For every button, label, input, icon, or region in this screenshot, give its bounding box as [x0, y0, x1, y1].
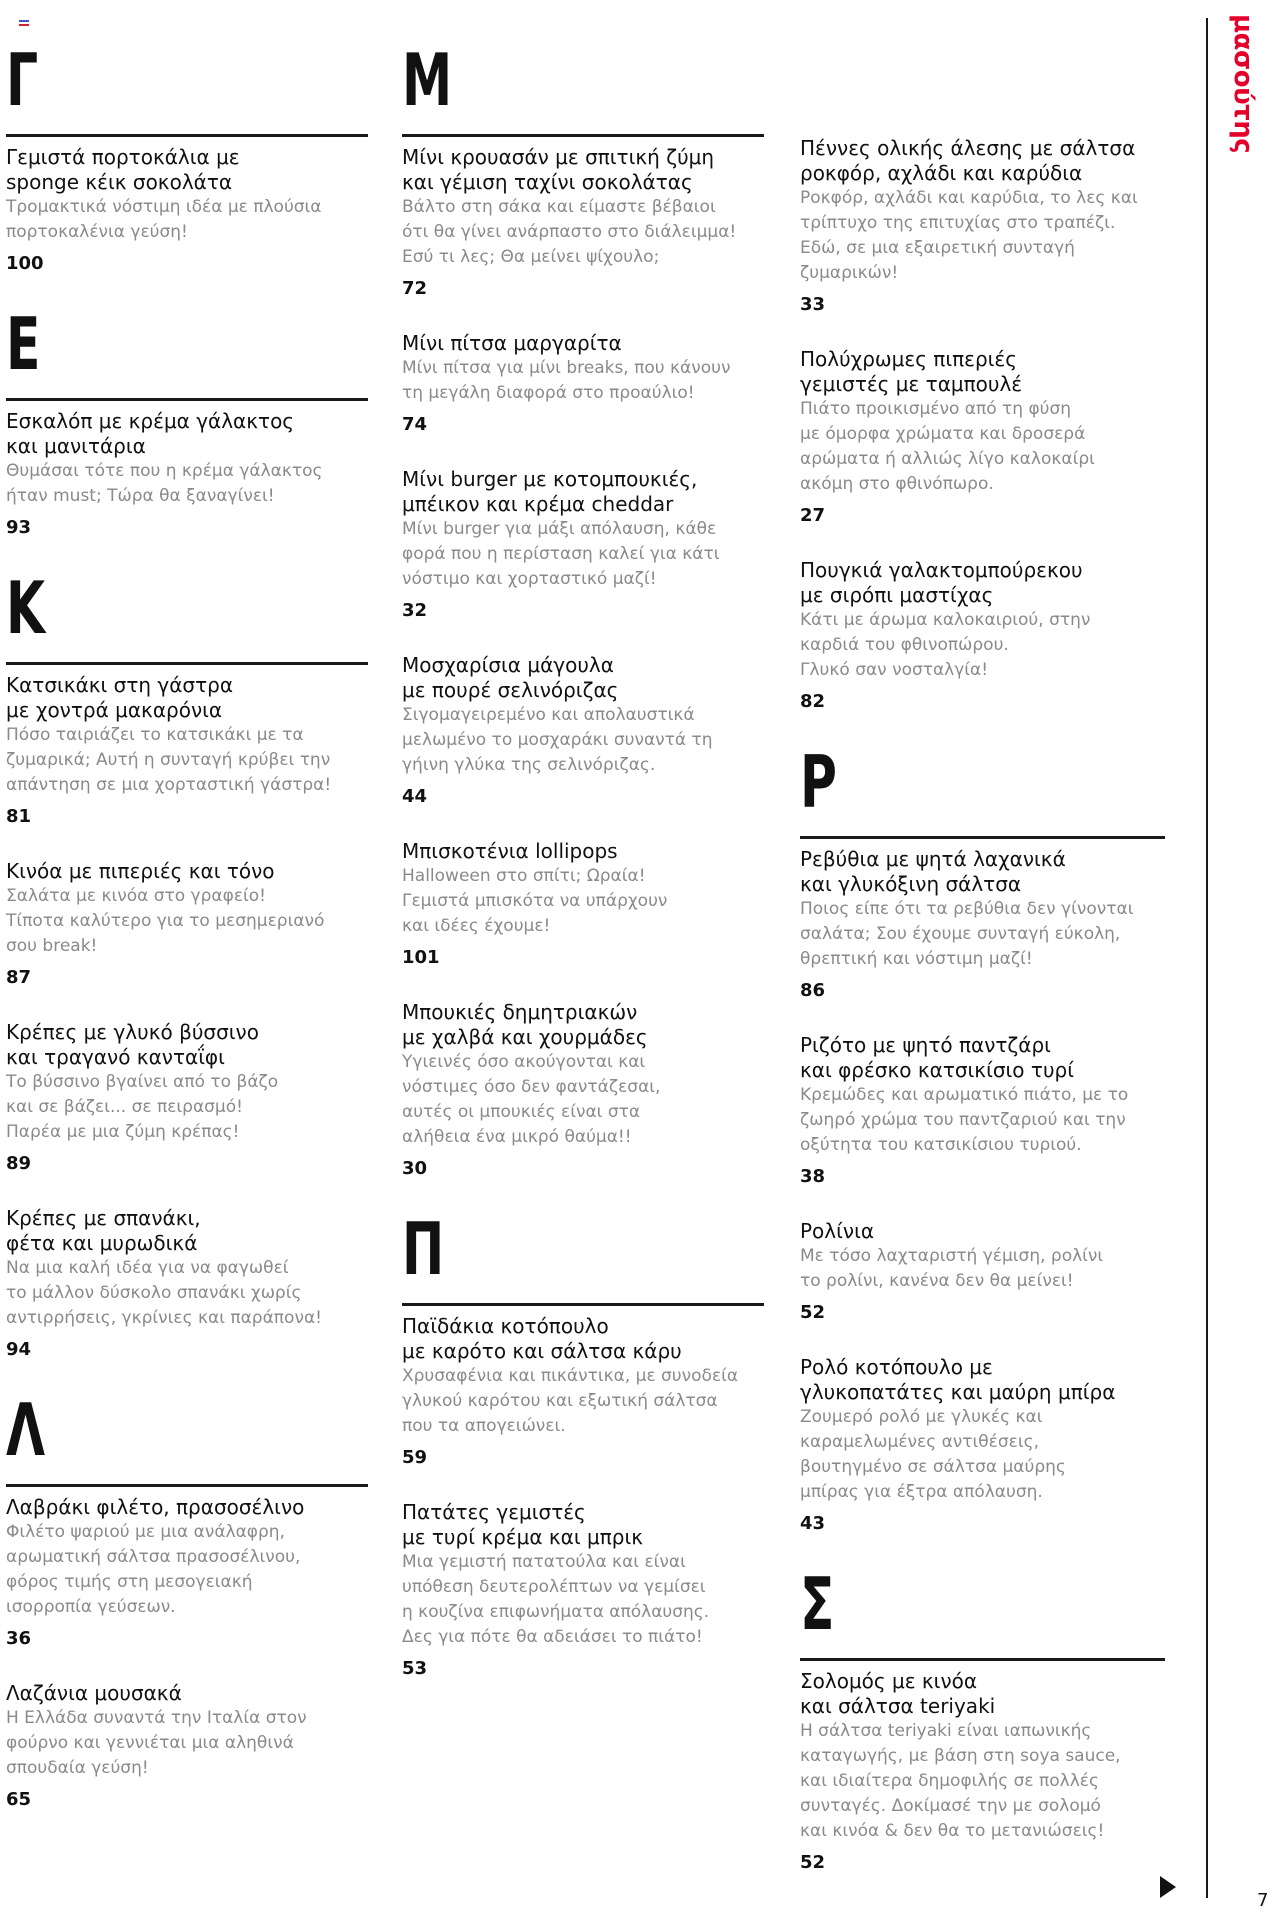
- recipe-title: Λαβράκι φιλέτο, πρασοσέλινο: [6, 1495, 305, 1519]
- flag-icon: [19, 20, 29, 26]
- section-letter: Κ: [6, 566, 43, 650]
- recipe-title: Λαζάνια μουσακά: [6, 1681, 182, 1705]
- recipe-title: Σολομός με κινόα και σάλτσα teriyaki: [800, 1669, 996, 1718]
- recipe-description: Φιλέτο ψαριού με μια ανάλαφρη, αρωματική σάλτσα πρασοσέλινου, φόρος τιμής στη μεσογειακή ισορροπία γεύσεων.: [6, 1522, 301, 1617]
- recipe-entry[interactable]: [6, 145, 368, 276]
- recipe-title: Μίνι πίτσα μαργαρίτα: [402, 331, 622, 355]
- recipe-title: Πουγκιά γαλακτομπούρεκου με σιρόπι μαστίχας: [800, 558, 1083, 607]
- index-section: [6, 302, 368, 540]
- recipe-description: Μίνι πίτσα για μίνι breaks, που κάνουν τη μεγάλη διαφορά στο προαύλιο!: [402, 358, 731, 403]
- recipe-title: Παϊδάκια κοτόπουλο με καρότο και σάλτσα κάρυ: [402, 1314, 682, 1363]
- recipe-description: Να μια καλή ιδέα για να φαγωθεί το μάλλον δύσκολο σπανάκι χωρίς αντιρρήσεις, γκρίνιες και παράπονα!: [6, 1258, 322, 1328]
- recipe-title: Ρεβύθια με ψητά λαχανικά και γλυκόξινη σάλτσα: [800, 847, 1066, 896]
- recipe-entry[interactable]: [800, 1033, 1165, 1189]
- recipe-description: Μια γεμιστή πατατούλα και είναι υπόθεση δευτερολέπτων να γεμίσει η κουζίνα επιφωνήματα απόλαυσης. Δες για πότε θα αδειάσει το πιάτο!: [402, 1552, 710, 1647]
- letter-heading-block: [6, 566, 368, 665]
- recipe-description: Το βύσσινο βγαίνει από το βάζο και σε βάζει... σε πειρασμό! Παρέα με μια ζύμη κρέπας!: [6, 1072, 279, 1142]
- recipe-entry[interactable]: [402, 839, 764, 970]
- recipe-entry[interactable]: [800, 1669, 1165, 1875]
- recipe-page-number: 53: [402, 1658, 428, 1679]
- recipe-entry[interactable]: [402, 1314, 764, 1470]
- index-section: [402, 38, 764, 1181]
- section-rule: [6, 134, 368, 137]
- recipe-entry[interactable]: [800, 558, 1165, 714]
- recipe-title: Ριζότο με ψητό παντζάρι και φρέσκο κατσικίσιο τυρί: [800, 1033, 1074, 1082]
- recipe-page-number: 44: [402, 786, 428, 807]
- recipe-title: Πατάτες γεμιστές με τυρί κρέμα και μπρικ: [402, 1500, 643, 1549]
- letter-heading-block: [402, 38, 764, 137]
- recipe-title: Πολύχρωμες πιπεριές γεμιστές με ταμπουλέ: [800, 347, 1023, 396]
- recipe-title: Ρολό κοτόπουλο με γλυκοπατάτες και μαύρη μπίρα: [800, 1355, 1116, 1404]
- index-section: [800, 740, 1165, 1536]
- recipe-title: Εσκαλόπ με κρέμα γάλακτος και μανιτάρια: [6, 409, 295, 458]
- recipe-title: Μοσχαρίσια μάγουλα με πουρέ σελινόριζας: [402, 653, 619, 702]
- recipe-title: Ρολίνια: [800, 1219, 875, 1243]
- recipe-entry[interactable]: [800, 347, 1165, 528]
- letter-heading-block: [6, 38, 368, 137]
- recipe-page-number: 82: [800, 691, 826, 712]
- recipe-entry[interactable]: [800, 1219, 1165, 1325]
- recipe-page-number: 38: [800, 1166, 826, 1187]
- recipe-title: Πέννες ολικής άλεσης με σάλτσα ροκφόρ, αχλάδι και καρύδια: [800, 136, 1136, 185]
- section-letter: Ρ: [800, 740, 835, 824]
- recipe-entry[interactable]: [402, 1500, 764, 1681]
- index-column-1: [6, 28, 368, 1842]
- recipe-title: Μίνι burger με κοτομπουκιές, μπέικον και κρέμα cheddar: [402, 467, 698, 516]
- recipe-page-number: 81: [6, 806, 32, 827]
- recipe-page-number: 87: [6, 967, 32, 988]
- recipe-title: Κρέπες με σπανάκι, φέτα και μυρωδικά: [6, 1206, 201, 1255]
- section-rule: [402, 134, 764, 137]
- recipe-description: Κάτι με άρωμα καλοκαιριού, στην καρδιά του φθινοπώρου. Γλυκό σαν νοσταλγία!: [800, 610, 1091, 680]
- recipe-entry[interactable]: [402, 145, 764, 301]
- section-letter: Λ: [6, 1388, 43, 1472]
- index-section: [6, 566, 368, 1362]
- recipe-title: Κινόα με πιπεριές και τόνο: [6, 859, 275, 883]
- section-letter: Γ: [6, 38, 37, 122]
- recipe-entry[interactable]: [6, 859, 368, 990]
- recipe-page-number: 32: [402, 600, 428, 621]
- index-section: [6, 1388, 368, 1812]
- recipe-entry[interactable]: [800, 847, 1165, 1003]
- index-section: [800, 1562, 1165, 1875]
- recipe-description: Θυμάσαι τότε που η κρέμα γάλακτος ήταν must; Τώρα θα ξαναγίνει!: [6, 461, 323, 506]
- index-section: [800, 136, 1165, 714]
- recipe-page-number: 27: [800, 505, 826, 526]
- recipe-description: Πόσο ταιριάζει το κατσικάκι με τα ζυμαρικά; Αυτή η συνταγή κρύβει την απάντηση σε μια χορταστική γάστρα!: [6, 725, 332, 795]
- recipe-page-number: 101: [402, 947, 440, 968]
- recipe-entry[interactable]: [800, 1355, 1165, 1536]
- section-rule: [6, 1484, 368, 1487]
- recipe-description: Τρομακτικά νόστιμη ιδέα με πλούσια πορτοκαλένια γεύση!: [6, 197, 322, 242]
- recipe-description: Σαλάτα με κινόα στο γραφείο! Τίποτα καλύτερο για το μεσημεριανό σου break!: [6, 886, 325, 956]
- recipe-page-number: 93: [6, 517, 32, 538]
- recipe-description: Μίνι burger για μάξι απόλαυση, κάθε φορά που η περίσταση καλεί για κάτι νόστιμο και χορταστικό μαζί!: [402, 519, 720, 589]
- recipe-description: Σιγομαγειρεμένο και απολαυστικά μελωμένο το μοσχαράκι συναντά τη γήινη γλύκα της σελινόριζας.: [402, 705, 713, 775]
- recipe-description: Υγιεινές όσο ακούγονται και νόστιμες όσο δεν φαντάζεσαι, αυτές οι μπουκιές είναι στα αλήθεια ένα μικρό θαύμα!!: [402, 1052, 661, 1147]
- recipe-description: Ποιος είπε ότι τα ρεβύθια δεν γίνονται σαλάτα; Σου έχουμε συνταγή εύκολη, θρεπτική και νόστιμη μαζί!: [800, 899, 1134, 969]
- recipe-page-number: 74: [402, 414, 428, 435]
- letter-heading-block: [800, 740, 1165, 839]
- letter-heading-block: [6, 302, 368, 401]
- recipe-description: Η Ελλάδα συναντά την Ιταλία στον φούρνο και γεννιέται μια αληθινά σπουδαία γεύση!: [6, 1708, 307, 1778]
- recipe-page-number: 33: [800, 294, 826, 315]
- recipe-page-number: 94: [6, 1339, 32, 1360]
- index-section: [6, 38, 368, 276]
- letter-heading-block: [800, 1562, 1165, 1661]
- recipe-page-number: 52: [800, 1852, 826, 1873]
- section-letter: Ε: [6, 302, 39, 386]
- page-number: 7: [1257, 1890, 1269, 1911]
- index-section: [402, 1207, 764, 1681]
- recipe-entry[interactable]: [402, 467, 764, 623]
- recipe-entry[interactable]: [6, 1206, 368, 1362]
- brand-logo: μασούτης: [1228, 14, 1258, 154]
- section-rule: [6, 662, 368, 665]
- recipe-entry[interactable]: [6, 1495, 368, 1651]
- recipe-entry[interactable]: [6, 1681, 368, 1812]
- recipe-description: Με τόσο λαχταριστή γέμιση, ρολίνι το ρολίνι, κανένα δεν θα μείνει!: [800, 1246, 1104, 1291]
- recipe-title: Κατσικάκι στη γάστρα με χοντρά μακαρόνια: [6, 673, 234, 722]
- recipe-entry[interactable]: [800, 136, 1165, 317]
- section-rule: [800, 836, 1165, 839]
- section-letter: Μ: [402, 38, 451, 122]
- recipe-entry[interactable]: [6, 1020, 368, 1176]
- recipe-description: Βάλτο στη σάκα και είμαστε βέβαιοι ότι θα γίνει ανάρπαστο στο διάλειμμα! Εσύ τι λες; Θα μείνει ψίχουλο;: [402, 197, 737, 267]
- vertical-divider: [1206, 18, 1208, 1898]
- recipe-description: Ροκφόρ, αχλάδι και καρύδια, το λες και τρίπτυχο της επιτυχίας στο τραπέζι. Εδώ, σε μια εξαιρετική συνταγή ζυμαρικών!: [800, 188, 1138, 283]
- letter-heading-block: [6, 1388, 368, 1487]
- recipe-page-number: 89: [6, 1153, 32, 1174]
- index-column-3: [800, 136, 1165, 1905]
- section-rule: [800, 1658, 1165, 1661]
- recipe-title: Γεμιστά πορτοκάλια με sponge κέικ σοκολάτα: [6, 145, 240, 194]
- recipe-page-number: 72: [402, 278, 428, 299]
- recipe-title: Κρέπες με γλυκό βύσσινο και τραγανό κανταΐφι: [6, 1020, 259, 1069]
- recipe-description: Πιάτο προικισμένο από τη φύση με όμορφα χρώματα και δροσερά αρώματα ή αλλιώς λίγο καλοκαίρι ακόμη στο φθινόπωρο.: [800, 399, 1095, 494]
- recipe-description: Κρεμώδες και αρωματικό πιάτο, με το ζωηρό χρώμα του παντζαριού και την οξύτητα του κατσικίσιου τυριού.: [800, 1085, 1129, 1155]
- play-triangle-icon[interactable]: [1160, 1876, 1176, 1898]
- recipe-entry[interactable]: [402, 331, 764, 437]
- recipe-title: Μίνι κρουασάν με σπιτική ζύμη και γέμιση ταχίνι σοκολάτας: [402, 145, 715, 194]
- recipe-description: Halloween στο σπίτι; Ωραία! Γεμιστά μπισκότα να υπάρχουν και ιδέες έχουμε!: [402, 866, 668, 936]
- index-column-2: [402, 28, 764, 1711]
- recipe-description: Η σάλτσα teriyaki είναι ιαπωνικής καταγωγής, με βάση στη soya sauce, και ιδιαίτερα δημοφιλής σε πολλές συνταγές. Δοκίμασέ την με σολομό και κινόα & δεν θα το μετανιώσεις!: [800, 1721, 1121, 1841]
- recipe-description: Ζουμερό ρολό με γλυκές και καραμελωμένες αντιθέσεις, βουτηγμένο σε σάλτσα μαύρης μπίρας για έξτρα απόλαυση.: [800, 1407, 1066, 1502]
- recipe-page-number: 86: [800, 980, 826, 1001]
- recipe-title: Μπουκιές δημητριακών με χαλβά και χουρμάδες: [402, 1000, 648, 1049]
- section-rule: [6, 398, 368, 401]
- recipe-title: Μπισκοτένια lollipops: [402, 839, 618, 863]
- section-letter: Σ: [800, 1562, 833, 1646]
- recipe-page-number: 30: [402, 1158, 428, 1179]
- section-rule: [402, 1303, 764, 1306]
- recipe-page-number: 59: [402, 1447, 428, 1468]
- recipe-page-number: 52: [800, 1302, 826, 1323]
- recipe-entry[interactable]: [6, 409, 368, 540]
- recipe-page-number: 65: [6, 1789, 32, 1810]
- recipe-entry[interactable]: [402, 1000, 764, 1181]
- section-letter: Π: [402, 1207, 443, 1291]
- recipe-description: Χρυσαφένια και πικάντικα, με συνοδεία γλυκού καρότου και εξωτική σάλτσα που τα απογειώνει.: [402, 1366, 739, 1436]
- letter-heading-block: [402, 1207, 764, 1306]
- recipe-entry[interactable]: [402, 653, 764, 809]
- recipe-page-number: 36: [6, 1628, 32, 1649]
- recipe-page-number: 43: [800, 1513, 826, 1534]
- recipe-entry[interactable]: [6, 673, 368, 829]
- recipe-page-number: 100: [6, 253, 44, 274]
